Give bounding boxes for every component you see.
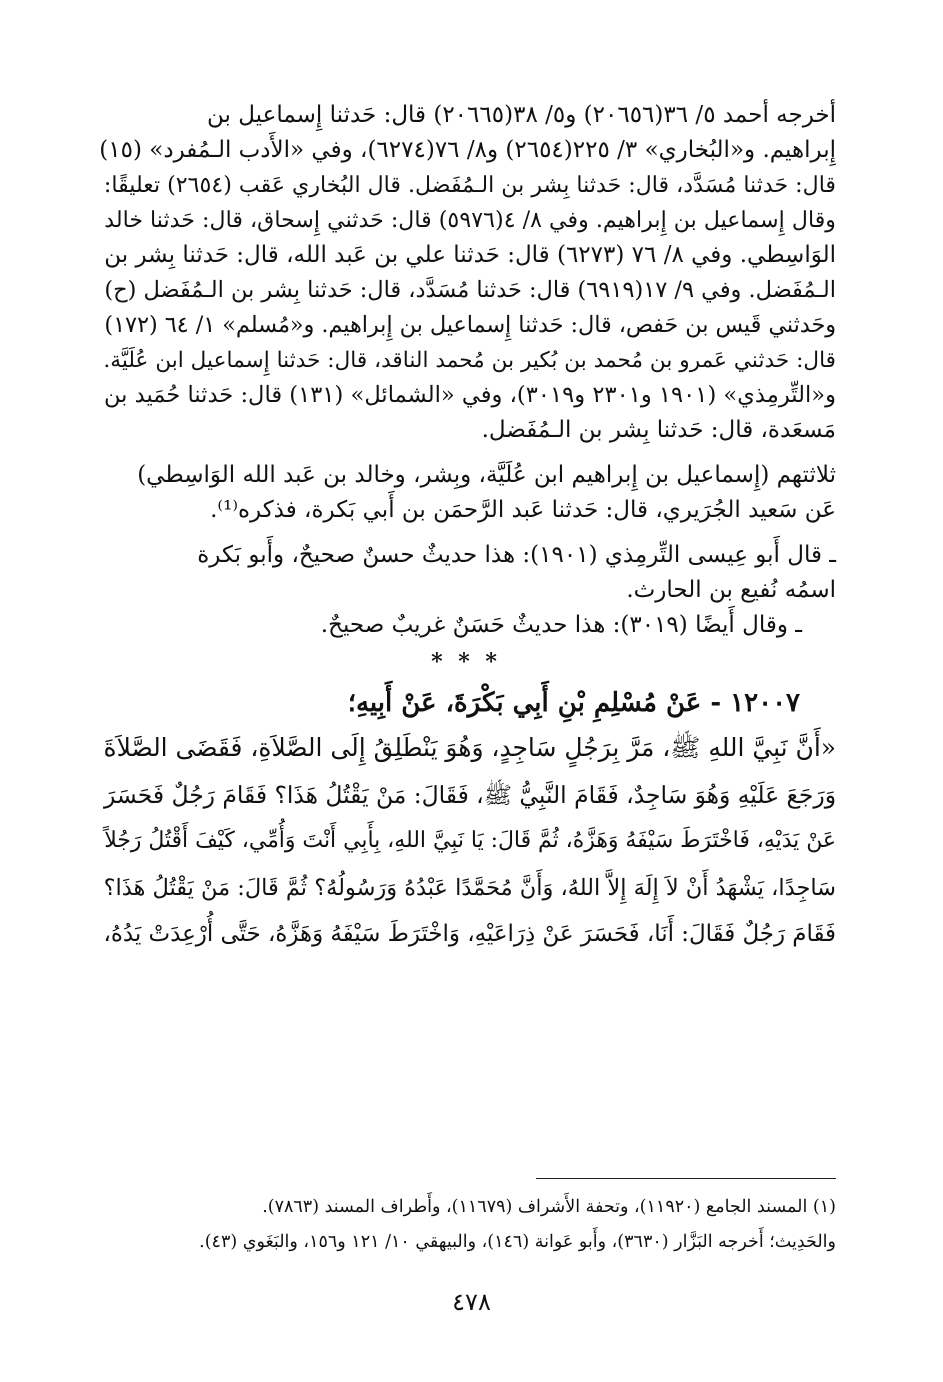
text-line: قال: حَدثني عَمرو بن مُحمد بن بُكير بن مُحمد الناقد، قال: حَدثنا إِسماعيل ابن عُلَيَّة. [103, 348, 836, 373]
text-line: مَسعَدة، قال: حَدثنا بِشر بن الـمُفَضل. [481, 417, 836, 443]
text-line: ثلاثتهم (إِسماعيل بن إِبراهيم ابن عُلَيَّة، وبِشر، وخالد بن عَبد الله الوَاسِطي) [137, 462, 836, 488]
main-text [96, 98, 836, 958]
text-line: وحَدثني قَيس بن حَفص، قال: حَدثنا إِسماعيل بن إِبراهيم. و«مُسلم» ١/ ٦٤ (١٧٢) [104, 312, 836, 338]
text-line: أخرجه أحمد ٥/ ٣٦(٢٠٦٥٦) و٥/ ٣٨(٢٠٦٦٥) قال: حَدثنا إِسماعيل بن [207, 102, 836, 128]
hadith-line: عَنْ يَدَيْهِ، فَاخْتَرَطَ سَيْفَهُ وَهَزَّهُ، ثُمَّ قَالَ: يَا نَبِيَّ اللهِ، بِأَبِي أَنْتَ وَأُمِّي، كَيْفَ أَقْتُلُ رَجُلاً [104, 828, 836, 853]
text-line: عَن سَعيد الجُرَيري، قال: حَدثنا عَبد الرَّحمَن بن أَبي بَكرة، فذكره⁽¹⁾. [210, 497, 836, 523]
text-line: ـ وقال أَيضًا (٣٠١٩): هذا حديثٌ حَسَنٌ غريبٌ صحيحٌ. [320, 612, 802, 638]
text-line: قال: حَدثنا مُسَدَّد، قال: حَدثنا بِشر بن الـمُفَضل. قال البُخاري عَقب (٢٦٥٤) تعليقًا: [103, 172, 836, 198]
text-line: الـمُفَضل. وفي ٩/ ١٧(٦٩١٩) قال: حَدثنا مُسَدَّد، قال: حَدثنا بِشر بن الـمُفَضل (ح) [104, 277, 836, 303]
hadith-heading: ١٢٠٠٧ - عَنْ مُسْلِمِ بْنِ أَبِي بَكْرَةَ، عَنْ أَبِيهِ؛ [347, 688, 800, 718]
section-separator: * * * [431, 649, 501, 675]
footnote-divider [536, 1178, 836, 1179]
hadith-text [96, 725, 836, 958]
hadith-line: سَاجِدًا، يَشْهَدُ أَنْ لاَ إِلَهَ إِلاَّ اللهُ، وَأَنَّ مُحَمَّدًا عَبْدُهُ وَرَسُولُهُ؟ ثُمَّ قَالَ: مَنْ يَقْتُلُ هَذَا؟ [103, 874, 836, 901]
hadith-line: «أَنَّ نَبِيَّ اللهِ ﷺ، مَرَّ بِرَجُلٍ سَاجِدٍ، وَهُوَ يَنْطَلِقُ إِلَى الصَّلاَةِ، فَقَضَى الصَّلاَةَ [103, 733, 836, 762]
hadith-line: فَقَامَ رَجُلٌ فَقَالَ: أَنَا، فَحَسَرَ عَنْ ذِرَاعَيْهِ، وَاخْتَرَطَ سَيْفَهُ وَهَزَّهُ، حَتَّى أُرْعِدَتْ يَدُهُ، [103, 921, 836, 947]
footnotes [96, 1190, 836, 1260]
hadith-line: وَرَجَعَ عَلَيْهِ وَهُوَ سَاجِدٌ، فَقَامَ النَّبِيُّ ﷺ، فَقَالَ: مَنْ يَقْتُلُ هَذَا؟ فَقَامَ رَجُلٌ فَحَسَرَ [104, 780, 836, 809]
footnote-line: والحَدِيث؛ أَخرجه البَزَّار (٣٦٣٠)، وأَبو عَوانة (١٤٦)، والبيهقي ١٠/ ١٢١ و١٥٦، والبَغَوي (٤٣). [199, 1232, 836, 1252]
takhrij-paragraph [96, 98, 836, 448]
text-line: الوَاسِطي. وفي ٨/ ٧٦ (٦٢٧٣) قال: حَدثنا علي بن عَبد الله، قال: حَدثنا بِشر بن [104, 242, 836, 268]
footnote-line: (١) المسند الجامع (١١٩٢٠)، وتحفة الأَشراف (١١٦٧٩)، وأَطراف المسند (٧٨٦٣). [262, 1197, 836, 1217]
narrators-paragraph [96, 458, 836, 528]
text-line: و«التِّرمِذي» (١٩٠١ و٢٣٠١ و٣٠١٩)، وفي «الشمائل» (١٣١) قال: حَدثنا حُمَيد بن [103, 382, 836, 408]
text-line: وقال إِسماعيل بن إِبراهيم. وفي ٨/ ٤(٥٩٧٦) قال: حَدثني إِسحاق، قال: حَدثنا خالد [104, 207, 836, 233]
text-line: إِبراهيم. و«البُخاري» ٣/ ٢٢٥(٢٦٥٤) و٨/ ٧٦(٦٢٧٤)، وفي «الأَدب الـمُفرد» (١٥) [99, 137, 836, 163]
text-line: اسمُه نُفيع بن الحارث. [626, 577, 836, 603]
tirmidhi-comment-2 [96, 608, 836, 643]
text-line: ـ قال أَبو عِيسى التِّرمِذي (١٩٠١): هذا حديثٌ حسنٌ صحيحٌ، وأَبو بَكرة [197, 542, 836, 568]
tirmidhi-comment [96, 538, 836, 608]
page-number: ٤٧٨ [452, 1288, 491, 1316]
